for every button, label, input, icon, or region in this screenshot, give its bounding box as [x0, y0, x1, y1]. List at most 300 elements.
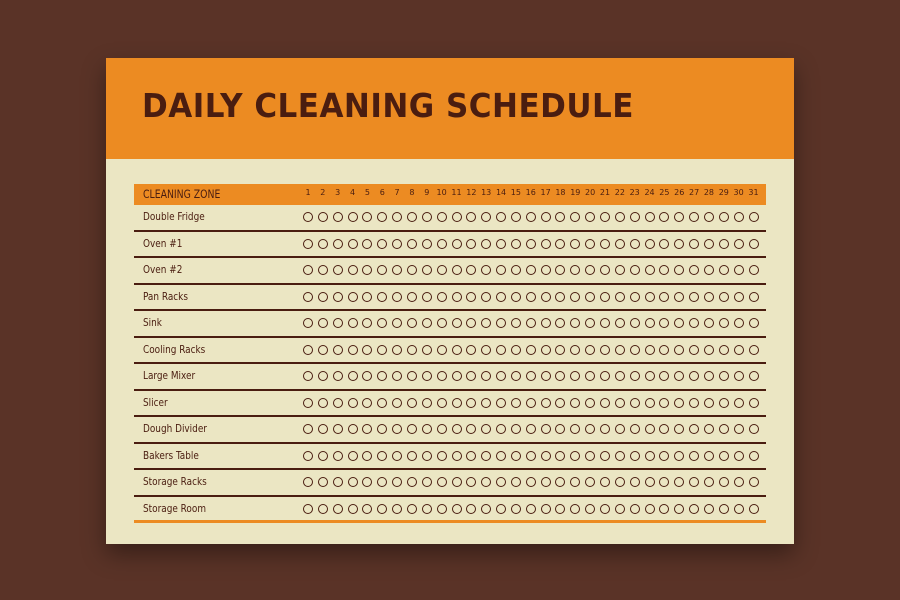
day-checkbox[interactable]	[496, 504, 506, 514]
day-checkbox[interactable]	[303, 424, 313, 434]
day-checkbox[interactable]	[541, 477, 551, 487]
day-checkbox[interactable]	[362, 371, 372, 381]
day-checkbox[interactable]	[704, 345, 714, 355]
day-checkbox[interactable]	[585, 318, 595, 328]
day-checkbox[interactable]	[689, 239, 699, 249]
day-checkbox[interactable]	[585, 451, 595, 461]
day-checkbox[interactable]	[392, 424, 402, 434]
day-checkbox[interactable]	[303, 239, 313, 249]
day-checkbox[interactable]	[362, 212, 372, 222]
day-checkbox[interactable]	[318, 345, 328, 355]
day-checkbox[interactable]	[541, 292, 551, 302]
day-checkbox[interactable]	[377, 371, 387, 381]
day-checkbox[interactable]	[407, 424, 417, 434]
day-checkbox[interactable]	[452, 292, 462, 302]
day-checkbox[interactable]	[704, 318, 714, 328]
day-checkbox[interactable]	[719, 292, 729, 302]
day-checkbox[interactable]	[630, 345, 640, 355]
day-checkbox[interactable]	[689, 212, 699, 222]
day-checkbox[interactable]	[630, 318, 640, 328]
day-checkbox[interactable]	[362, 424, 372, 434]
day-checkbox[interactable]	[511, 398, 521, 408]
day-checkbox[interactable]	[333, 451, 343, 461]
day-checkbox[interactable]	[704, 292, 714, 302]
day-checkbox[interactable]	[645, 451, 655, 461]
day-checkbox[interactable]	[555, 424, 565, 434]
day-checkbox[interactable]	[392, 265, 402, 275]
day-checkbox[interactable]	[496, 477, 506, 487]
day-checkbox[interactable]	[555, 398, 565, 408]
day-checkbox[interactable]	[348, 398, 358, 408]
day-checkbox[interactable]	[392, 318, 402, 328]
day-checkbox[interactable]	[674, 292, 684, 302]
day-checkbox[interactable]	[689, 371, 699, 381]
day-checkbox[interactable]	[659, 371, 669, 381]
day-checkbox[interactable]	[734, 318, 744, 328]
day-checkbox[interactable]	[511, 477, 521, 487]
day-checkbox[interactable]	[481, 345, 491, 355]
day-checkbox[interactable]	[704, 239, 714, 249]
day-checkbox[interactable]	[645, 345, 655, 355]
day-checkbox[interactable]	[570, 451, 580, 461]
day-checkbox[interactable]	[526, 318, 536, 328]
day-checkbox[interactable]	[348, 318, 358, 328]
day-checkbox[interactable]	[466, 345, 476, 355]
day-checkbox[interactable]	[674, 424, 684, 434]
day-checkbox[interactable]	[704, 371, 714, 381]
day-checkbox[interactable]	[496, 345, 506, 355]
day-checkbox[interactable]	[749, 318, 759, 328]
day-checkbox[interactable]	[749, 504, 759, 514]
day-checkbox[interactable]	[377, 477, 387, 487]
day-checkbox[interactable]	[719, 424, 729, 434]
day-checkbox[interactable]	[407, 265, 417, 275]
day-checkbox[interactable]	[511, 318, 521, 328]
day-checkbox[interactable]	[392, 504, 402, 514]
day-checkbox[interactable]	[600, 212, 610, 222]
day-checkbox[interactable]	[392, 292, 402, 302]
day-checkbox[interactable]	[555, 265, 565, 275]
day-checkbox[interactable]	[555, 345, 565, 355]
day-checkbox[interactable]	[630, 265, 640, 275]
day-checkbox[interactable]	[585, 424, 595, 434]
day-checkbox[interactable]	[645, 318, 655, 328]
day-checkbox[interactable]	[570, 292, 580, 302]
day-checkbox[interactable]	[466, 398, 476, 408]
day-checkbox[interactable]	[422, 424, 432, 434]
day-checkbox[interactable]	[615, 212, 625, 222]
day-checkbox[interactable]	[645, 477, 655, 487]
day-checkbox[interactable]	[585, 212, 595, 222]
day-checkbox[interactable]	[555, 292, 565, 302]
day-checkbox[interactable]	[437, 424, 447, 434]
day-checkbox[interactable]	[481, 292, 491, 302]
day-checkbox[interactable]	[466, 292, 476, 302]
day-checkbox[interactable]	[585, 345, 595, 355]
day-checkbox[interactable]	[481, 212, 491, 222]
day-checkbox[interactable]	[615, 318, 625, 328]
day-checkbox[interactable]	[526, 239, 536, 249]
day-checkbox[interactable]	[541, 424, 551, 434]
day-checkbox[interactable]	[674, 239, 684, 249]
day-checkbox[interactable]	[303, 292, 313, 302]
day-checkbox[interactable]	[674, 345, 684, 355]
day-checkbox[interactable]	[496, 212, 506, 222]
day-checkbox[interactable]	[615, 477, 625, 487]
day-checkbox[interactable]	[318, 239, 328, 249]
day-checkbox[interactable]	[362, 345, 372, 355]
day-checkbox[interactable]	[734, 292, 744, 302]
day-checkbox[interactable]	[422, 345, 432, 355]
day-checkbox[interactable]	[555, 239, 565, 249]
day-checkbox[interactable]	[704, 477, 714, 487]
day-checkbox[interactable]	[749, 212, 759, 222]
day-checkbox[interactable]	[511, 451, 521, 461]
day-checkbox[interactable]	[719, 371, 729, 381]
day-checkbox[interactable]	[645, 292, 655, 302]
day-checkbox[interactable]	[377, 345, 387, 355]
day-checkbox[interactable]	[407, 371, 417, 381]
day-checkbox[interactable]	[749, 371, 759, 381]
day-checkbox[interactable]	[719, 398, 729, 408]
day-checkbox[interactable]	[570, 265, 580, 275]
day-checkbox[interactable]	[555, 477, 565, 487]
day-checkbox[interactable]	[422, 451, 432, 461]
day-checkbox[interactable]	[466, 477, 476, 487]
day-checkbox[interactable]	[318, 424, 328, 434]
day-checkbox[interactable]	[377, 265, 387, 275]
day-checkbox[interactable]	[630, 292, 640, 302]
day-checkbox[interactable]	[392, 451, 402, 461]
day-checkbox[interactable]	[362, 398, 372, 408]
day-checkbox[interactable]	[674, 265, 684, 275]
day-checkbox[interactable]	[600, 292, 610, 302]
day-checkbox[interactable]	[645, 398, 655, 408]
day-checkbox[interactable]	[318, 504, 328, 514]
day-checkbox[interactable]	[615, 424, 625, 434]
day-checkbox[interactable]	[734, 345, 744, 355]
day-checkbox[interactable]	[452, 398, 462, 408]
day-checkbox[interactable]	[496, 424, 506, 434]
day-checkbox[interactable]	[689, 292, 699, 302]
day-checkbox[interactable]	[392, 477, 402, 487]
day-checkbox[interactable]	[333, 504, 343, 514]
day-checkbox[interactable]	[704, 265, 714, 275]
day-checkbox[interactable]	[511, 239, 521, 249]
day-checkbox[interactable]	[407, 212, 417, 222]
day-checkbox[interactable]	[600, 318, 610, 328]
day-checkbox[interactable]	[333, 398, 343, 408]
day-checkbox[interactable]	[689, 398, 699, 408]
day-checkbox[interactable]	[541, 265, 551, 275]
day-checkbox[interactable]	[645, 212, 655, 222]
day-checkbox[interactable]	[348, 504, 358, 514]
day-checkbox[interactable]	[348, 239, 358, 249]
day-checkbox[interactable]	[511, 345, 521, 355]
day-checkbox[interactable]	[466, 371, 476, 381]
day-checkbox[interactable]	[466, 504, 476, 514]
day-checkbox[interactable]	[585, 504, 595, 514]
day-checkbox[interactable]	[659, 451, 669, 461]
day-checkbox[interactable]	[452, 504, 462, 514]
day-checkbox[interactable]	[659, 504, 669, 514]
day-checkbox[interactable]	[734, 398, 744, 408]
day-checkbox[interactable]	[348, 371, 358, 381]
day-checkbox[interactable]	[407, 239, 417, 249]
day-checkbox[interactable]	[407, 451, 417, 461]
day-checkbox[interactable]	[659, 212, 669, 222]
day-checkbox[interactable]	[615, 345, 625, 355]
day-checkbox[interactable]	[303, 345, 313, 355]
day-checkbox[interactable]	[481, 451, 491, 461]
day-checkbox[interactable]	[719, 504, 729, 514]
day-checkbox[interactable]	[481, 504, 491, 514]
day-checkbox[interactable]	[511, 265, 521, 275]
day-checkbox[interactable]	[496, 451, 506, 461]
day-checkbox[interactable]	[437, 292, 447, 302]
day-checkbox[interactable]	[481, 477, 491, 487]
day-checkbox[interactable]	[437, 239, 447, 249]
day-checkbox[interactable]	[719, 265, 729, 275]
day-checkbox[interactable]	[734, 477, 744, 487]
day-checkbox[interactable]	[303, 477, 313, 487]
day-checkbox[interactable]	[630, 504, 640, 514]
day-checkbox[interactable]	[496, 292, 506, 302]
day-checkbox[interactable]	[333, 477, 343, 487]
day-checkbox[interactable]	[689, 477, 699, 487]
day-checkbox[interactable]	[303, 398, 313, 408]
day-checkbox[interactable]	[541, 212, 551, 222]
day-checkbox[interactable]	[392, 212, 402, 222]
day-checkbox[interactable]	[348, 424, 358, 434]
day-checkbox[interactable]	[511, 371, 521, 381]
day-checkbox[interactable]	[437, 345, 447, 355]
day-checkbox[interactable]	[496, 265, 506, 275]
day-checkbox[interactable]	[674, 398, 684, 408]
day-checkbox[interactable]	[511, 424, 521, 434]
day-checkbox[interactable]	[437, 371, 447, 381]
day-checkbox[interactable]	[659, 477, 669, 487]
day-checkbox[interactable]	[734, 424, 744, 434]
day-checkbox[interactable]	[318, 451, 328, 461]
day-checkbox[interactable]	[674, 318, 684, 328]
day-checkbox[interactable]	[437, 451, 447, 461]
day-checkbox[interactable]	[570, 239, 580, 249]
day-checkbox[interactable]	[734, 265, 744, 275]
day-checkbox[interactable]	[422, 504, 432, 514]
day-checkbox[interactable]	[615, 265, 625, 275]
day-checkbox[interactable]	[526, 292, 536, 302]
day-checkbox[interactable]	[481, 265, 491, 275]
day-checkbox[interactable]	[303, 265, 313, 275]
day-checkbox[interactable]	[541, 345, 551, 355]
day-checkbox[interactable]	[734, 239, 744, 249]
day-checkbox[interactable]	[615, 398, 625, 408]
day-checkbox[interactable]	[630, 212, 640, 222]
day-checkbox[interactable]	[704, 451, 714, 461]
day-checkbox[interactable]	[600, 265, 610, 275]
day-checkbox[interactable]	[437, 318, 447, 328]
day-checkbox[interactable]	[541, 504, 551, 514]
day-checkbox[interactable]	[689, 265, 699, 275]
day-checkbox[interactable]	[541, 318, 551, 328]
day-checkbox[interactable]	[734, 504, 744, 514]
day-checkbox[interactable]	[377, 292, 387, 302]
day-checkbox[interactable]	[570, 212, 580, 222]
day-checkbox[interactable]	[481, 398, 491, 408]
day-checkbox[interactable]	[422, 477, 432, 487]
day-checkbox[interactable]	[377, 212, 387, 222]
day-checkbox[interactable]	[600, 239, 610, 249]
day-checkbox[interactable]	[348, 451, 358, 461]
day-checkbox[interactable]	[659, 398, 669, 408]
day-checkbox[interactable]	[481, 424, 491, 434]
day-checkbox[interactable]	[630, 451, 640, 461]
day-checkbox[interactable]	[362, 265, 372, 275]
day-checkbox[interactable]	[674, 477, 684, 487]
day-checkbox[interactable]	[704, 212, 714, 222]
day-checkbox[interactable]	[719, 239, 729, 249]
day-checkbox[interactable]	[615, 504, 625, 514]
day-checkbox[interactable]	[600, 398, 610, 408]
day-checkbox[interactable]	[689, 345, 699, 355]
day-checkbox[interactable]	[689, 504, 699, 514]
day-checkbox[interactable]	[481, 239, 491, 249]
day-checkbox[interactable]	[615, 292, 625, 302]
day-checkbox[interactable]	[348, 477, 358, 487]
day-checkbox[interactable]	[749, 265, 759, 275]
day-checkbox[interactable]	[466, 451, 476, 461]
day-checkbox[interactable]	[645, 371, 655, 381]
day-checkbox[interactable]	[362, 292, 372, 302]
day-checkbox[interactable]	[437, 504, 447, 514]
day-checkbox[interactable]	[496, 371, 506, 381]
day-checkbox[interactable]	[392, 371, 402, 381]
day-checkbox[interactable]	[452, 371, 462, 381]
day-checkbox[interactable]	[362, 239, 372, 249]
day-checkbox[interactable]	[437, 212, 447, 222]
day-checkbox[interactable]	[674, 504, 684, 514]
day-checkbox[interactable]	[555, 504, 565, 514]
day-checkbox[interactable]	[377, 451, 387, 461]
day-checkbox[interactable]	[333, 424, 343, 434]
day-checkbox[interactable]	[496, 398, 506, 408]
day-checkbox[interactable]	[481, 318, 491, 328]
day-checkbox[interactable]	[615, 371, 625, 381]
day-checkbox[interactable]	[318, 265, 328, 275]
day-checkbox[interactable]	[333, 212, 343, 222]
day-checkbox[interactable]	[481, 371, 491, 381]
day-checkbox[interactable]	[318, 477, 328, 487]
day-checkbox[interactable]	[526, 345, 536, 355]
day-checkbox[interactable]	[407, 292, 417, 302]
day-checkbox[interactable]	[630, 477, 640, 487]
day-checkbox[interactable]	[600, 345, 610, 355]
day-checkbox[interactable]	[303, 212, 313, 222]
day-checkbox[interactable]	[659, 239, 669, 249]
day-checkbox[interactable]	[377, 398, 387, 408]
day-checkbox[interactable]	[749, 398, 759, 408]
day-checkbox[interactable]	[452, 345, 462, 355]
day-checkbox[interactable]	[511, 292, 521, 302]
day-checkbox[interactable]	[749, 239, 759, 249]
day-checkbox[interactable]	[734, 212, 744, 222]
day-checkbox[interactable]	[452, 318, 462, 328]
day-checkbox[interactable]	[377, 239, 387, 249]
day-checkbox[interactable]	[570, 424, 580, 434]
day-checkbox[interactable]	[362, 318, 372, 328]
day-checkbox[interactable]	[526, 424, 536, 434]
day-checkbox[interactable]	[541, 398, 551, 408]
day-checkbox[interactable]	[511, 504, 521, 514]
day-checkbox[interactable]	[570, 398, 580, 408]
day-checkbox[interactable]	[600, 424, 610, 434]
day-checkbox[interactable]	[659, 292, 669, 302]
day-checkbox[interactable]	[630, 398, 640, 408]
day-checkbox[interactable]	[645, 424, 655, 434]
day-checkbox[interactable]	[318, 318, 328, 328]
day-checkbox[interactable]	[585, 265, 595, 275]
day-checkbox[interactable]	[600, 504, 610, 514]
day-checkbox[interactable]	[377, 424, 387, 434]
day-checkbox[interactable]	[452, 212, 462, 222]
day-checkbox[interactable]	[392, 398, 402, 408]
day-checkbox[interactable]	[674, 371, 684, 381]
day-checkbox[interactable]	[734, 451, 744, 461]
day-checkbox[interactable]	[570, 371, 580, 381]
day-checkbox[interactable]	[689, 424, 699, 434]
day-checkbox[interactable]	[600, 451, 610, 461]
day-checkbox[interactable]	[466, 212, 476, 222]
day-checkbox[interactable]	[719, 477, 729, 487]
day-checkbox[interactable]	[585, 398, 595, 408]
day-checkbox[interactable]	[422, 371, 432, 381]
day-checkbox[interactable]	[719, 212, 729, 222]
day-checkbox[interactable]	[377, 504, 387, 514]
day-checkbox[interactable]	[674, 212, 684, 222]
day-checkbox[interactable]	[719, 451, 729, 461]
day-checkbox[interactable]	[555, 212, 565, 222]
day-checkbox[interactable]	[333, 345, 343, 355]
day-checkbox[interactable]	[585, 477, 595, 487]
day-checkbox[interactable]	[466, 318, 476, 328]
day-checkbox[interactable]	[407, 318, 417, 328]
day-checkbox[interactable]	[348, 265, 358, 275]
day-checkbox[interactable]	[526, 451, 536, 461]
day-checkbox[interactable]	[362, 477, 372, 487]
day-checkbox[interactable]	[749, 292, 759, 302]
day-checkbox[interactable]	[348, 212, 358, 222]
day-checkbox[interactable]	[630, 424, 640, 434]
day-checkbox[interactable]	[570, 504, 580, 514]
day-checkbox[interactable]	[452, 424, 462, 434]
day-checkbox[interactable]	[719, 345, 729, 355]
day-checkbox[interactable]	[422, 292, 432, 302]
day-checkbox[interactable]	[645, 504, 655, 514]
day-checkbox[interactable]	[333, 371, 343, 381]
day-checkbox[interactable]	[585, 239, 595, 249]
day-checkbox[interactable]	[318, 398, 328, 408]
day-checkbox[interactable]	[704, 398, 714, 408]
day-checkbox[interactable]	[570, 318, 580, 328]
day-checkbox[interactable]	[348, 292, 358, 302]
day-checkbox[interactable]	[422, 265, 432, 275]
day-checkbox[interactable]	[541, 451, 551, 461]
day-checkbox[interactable]	[362, 504, 372, 514]
day-checkbox[interactable]	[407, 504, 417, 514]
day-checkbox[interactable]	[659, 424, 669, 434]
day-checkbox[interactable]	[303, 318, 313, 328]
